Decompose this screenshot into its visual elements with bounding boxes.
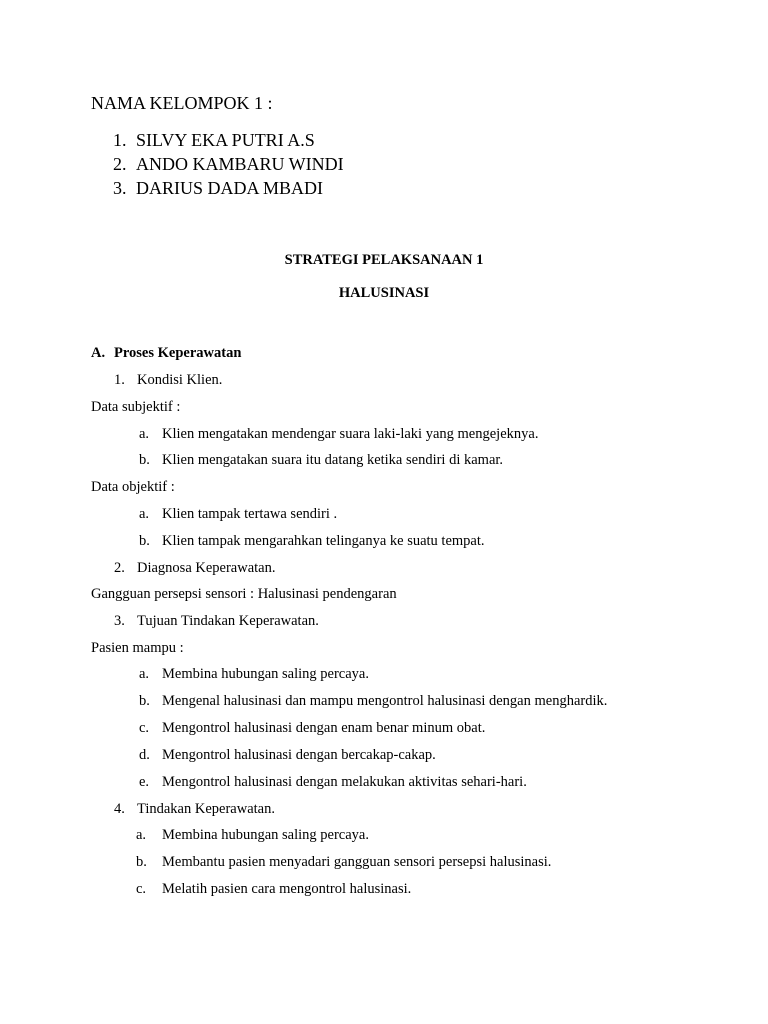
list-marker: b.	[139, 693, 150, 709]
list-item: Mengenal halusinasi dan mampu mengontrol halusinasi dengan menghardik.	[162, 693, 608, 709]
list-item: Membina hubungan saling percaya.	[162, 827, 369, 843]
objective-data-label: Data objektif :	[91, 479, 175, 495]
list-item: Mengontrol halusinasi dengan bercakap-cakap.	[162, 747, 436, 763]
list-marker: b.	[139, 452, 150, 468]
list-marker: e.	[139, 774, 150, 790]
list-item: Klien tampak mengarahkan telinganya ke suatu tempat.	[162, 533, 485, 549]
section-marker: A.	[91, 345, 106, 361]
item-number: 3.	[114, 613, 125, 629]
list-item: Melatih pasien cara mengontrol halusinasi.	[162, 881, 412, 897]
list-item: Klien mengatakan suara itu datang ketika sendiri di kamar.	[162, 452, 504, 468]
group-title: NAMA KELOMPOK 1 :	[91, 93, 273, 113]
list-marker: c.	[136, 881, 147, 897]
list-marker: c.	[139, 720, 150, 736]
list-marker: b.	[139, 533, 150, 549]
list-item: Klien mengatakan mendengar suara laki-laki yang mengejeknya.	[162, 426, 539, 442]
item-number: 2.	[114, 560, 125, 576]
list-item: Membina hubungan saling percaya.	[162, 666, 369, 682]
section-heading: Proses Keperawatan	[114, 345, 242, 361]
list-item: Mengontrol halusinasi dengan melakukan aktivitas sehari-hari.	[162, 774, 527, 790]
item-number: 4.	[114, 801, 125, 817]
member-number: 3.	[113, 178, 127, 198]
list-marker: a.	[139, 426, 150, 442]
member-name: SILVY EKA PUTRI A.S	[136, 130, 315, 150]
document-subtitle: HALUSINASI	[338, 285, 430, 301]
list-marker: b.	[136, 854, 147, 870]
item-number: 1.	[114, 372, 125, 388]
diagnosis-text: Gangguan persepsi sensori : Halusinasi pendengaran	[91, 586, 397, 602]
list-item: Klien tampak tertawa sendiri .	[162, 506, 338, 522]
item-label: Kondisi Klien.	[137, 372, 223, 388]
list-marker: d.	[139, 747, 150, 763]
list-marker: a.	[139, 666, 150, 682]
list-item: Membantu pasien menyadari gangguan sensori persepsi halusinasi.	[162, 854, 552, 870]
item-label: Diagnosa Keperawatan.	[137, 560, 276, 576]
member-number: 2.	[113, 154, 127, 174]
list-marker: a.	[139, 506, 150, 522]
member-number: 1.	[113, 130, 127, 150]
document-title: STRATEGI PELAKSANAAN 1	[284, 252, 484, 268]
subjective-data-label: Data subjektif :	[91, 399, 181, 415]
item-label: Tindakan Keperawatan.	[137, 801, 275, 817]
member-name: DARIUS DADA MBADI	[136, 178, 324, 198]
item-label: Tujuan Tindakan Keperawatan.	[137, 613, 319, 629]
list-marker: a.	[136, 827, 147, 843]
list-item: Mengontrol halusinasi dengan enam benar minum obat.	[162, 720, 486, 736]
goal-intro: Pasien mampu :	[91, 640, 184, 656]
member-name: ANDO KAMBARU WINDI	[136, 154, 344, 174]
